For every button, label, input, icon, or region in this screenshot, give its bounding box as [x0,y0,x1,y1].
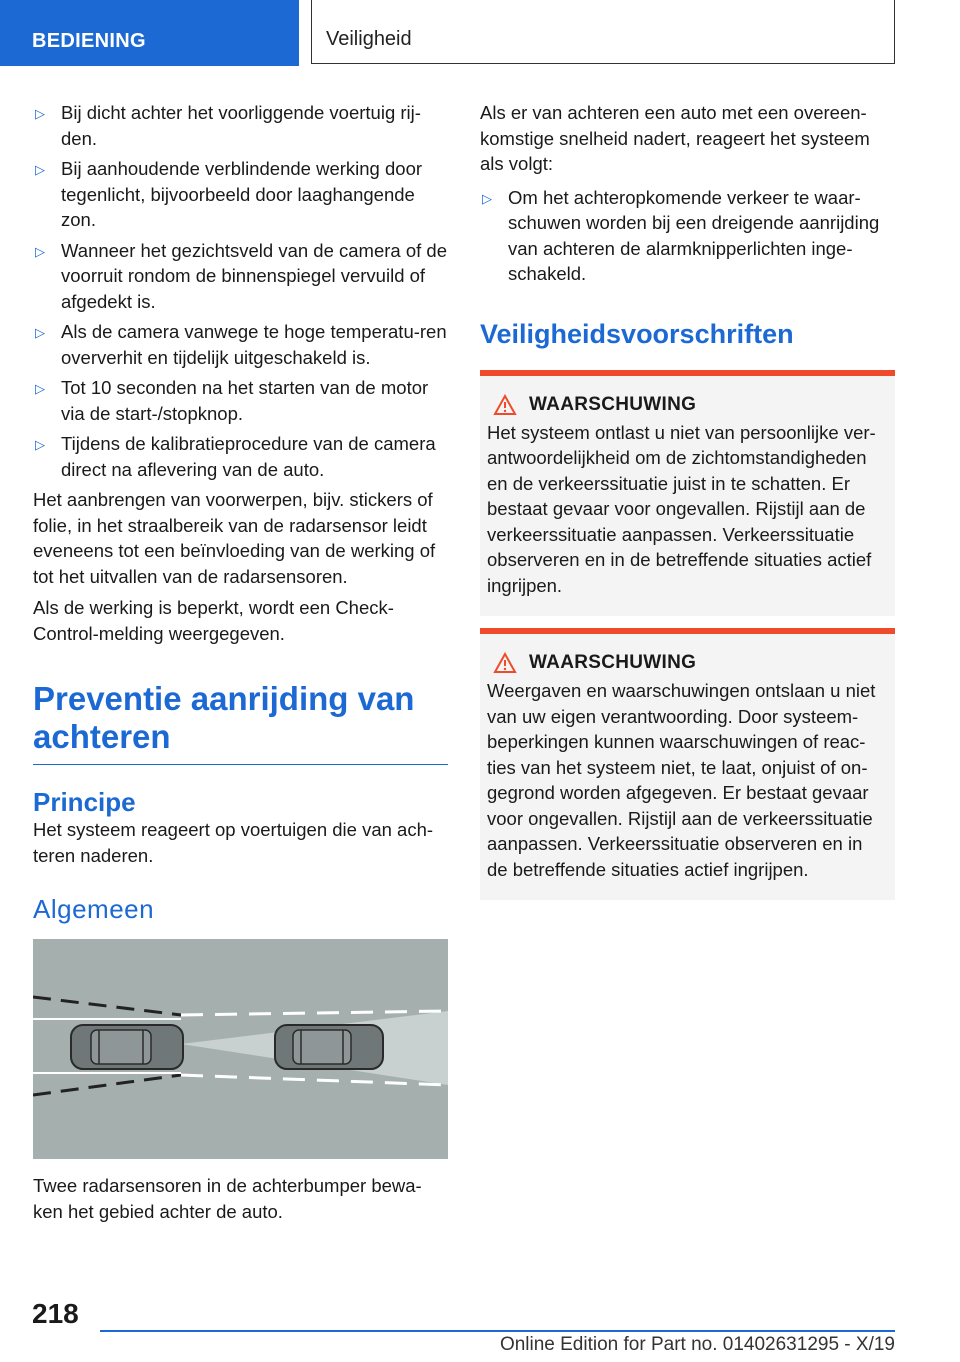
following-car [275,1025,383,1069]
list-item: ▷ Bij dicht achter het voorliggende voertuig rij-den. [35,102,421,149]
own-car [71,1025,183,1069]
edition-link[interactable]: Online Edition for Part no. 01402631295 - X/19 [499,1334,895,1355]
warning-box [480,628,895,900]
limitations-list [33,100,448,482]
principe-heading: Principe [33,787,136,817]
intro-paragraph: Als er van achteren een auto met een overeen-komstige snelheid nadert, reageert het systeem als volgt: [480,102,870,174]
warning-box [480,370,895,617]
right-column [480,100,895,900]
list-item: ▷ Tijdens de kalibratieprocedure van de camera direct na aflevering van de auto. [35,433,436,480]
list-item: ▷ Om het achteropkomende verkeer te waar-schuwen worden bij een dreigende aanrijding van achteren de alarmknipperlichten inge-schakeld. [482,186,880,284]
warning-text: Het systeem ontlast u niet van persoonlijke ver-antwoordelijkheid om de zichtomstandigheden en de verkeerssituatie juist in te schatten. Er bestaat gevaar voor ongevallen. Rijstijl aan de verkeerssituatie aanpassen. Verkeerssituatie observeren en in de betreffende situaties actief ingrijpen. [487,421,876,596]
main-heading: Preventie aanrijding van achteren [33,680,448,765]
warning-triangle-icon [493,394,517,416]
section-title: Veiligheid [311,0,895,64]
warning-title: WAARSCHUWING [493,652,887,674]
triangle-bullet-icon: ▷ [35,106,45,121]
page-number: 218 [32,1298,79,1329]
warning-title: WAARSCHUWING [493,394,887,416]
triangle-bullet-icon: ▷ [35,325,45,340]
list-item: ▷ Bij aanhoudende verblindende werking door tegenlicht, bijvoorbeeld door laaghangende zon. [35,158,423,230]
paragraph-stickers: Het aanbrengen van voorwerpen, bijv. stickers of folie, in het straalbereik van de radarsensor leidt eveneens tot een beïnvloeding van de werking of tot het uitvallen van de radarsensoren. [33,489,436,587]
warning-triangle-icon [493,652,517,674]
triangle-bullet-icon: ▷ [35,437,45,452]
list-item: ▷ Als de camera vanwege te hoge temperatu-ren oververhit en tijdelijk uitgeschakeld is. [35,321,447,368]
footer-divider [100,1330,895,1332]
list-item: ▷ Tot 10 seconden na het starten van de motor via de start-/stopknop. [35,377,429,424]
triangle-bullet-icon: ▷ [35,381,45,396]
paragraph-check-control: Als de werking is beperkt, wordt een Check-Control-melding weergegeven. [33,597,394,644]
chapter-tab: BEDIENING [0,0,299,66]
warning-text: Weergaven en waarschuwingen ontslaan u niet van uw eigen verantwoording. Door systeem-beperkingen kunnen waarschuwingen of reac-ties van het systeem niet, te laat, onjuist of on-gegrond worden afgegeven. Er bestaat gevaar voor ongevallen. Rijstijl aan de verkeerssituatie aanpassen. Verkeerssituatie observeren en in de betreffende situaties actief ingrijpen. [487,680,876,880]
triangle-bullet-icon: ▷ [35,162,45,177]
rear-collision-diagram [33,939,448,1159]
safety-heading: Veiligheidsvoorschriften [480,318,794,349]
triangle-bullet-icon: ▷ [482,190,492,206]
list-item: ▷ Wanneer het gezichtsveld van de camera of de voorruit rondom de binnenspiegel vervuild of afgedekt is. [35,239,447,312]
principe-text: Het systeem reageert op voertuigen die van ach-teren naderen. [33,819,434,866]
left-column [33,100,448,1230]
triangle-bullet-icon: ▷ [35,243,45,259]
algemeen-heading: Algemeen [33,894,155,924]
figure-caption: Twee radarsensoren in de achterbumper bewa-ken het gebied achter de auto. [33,1175,422,1222]
radar-illustration [33,939,448,1159]
reaction-list [480,185,895,287]
